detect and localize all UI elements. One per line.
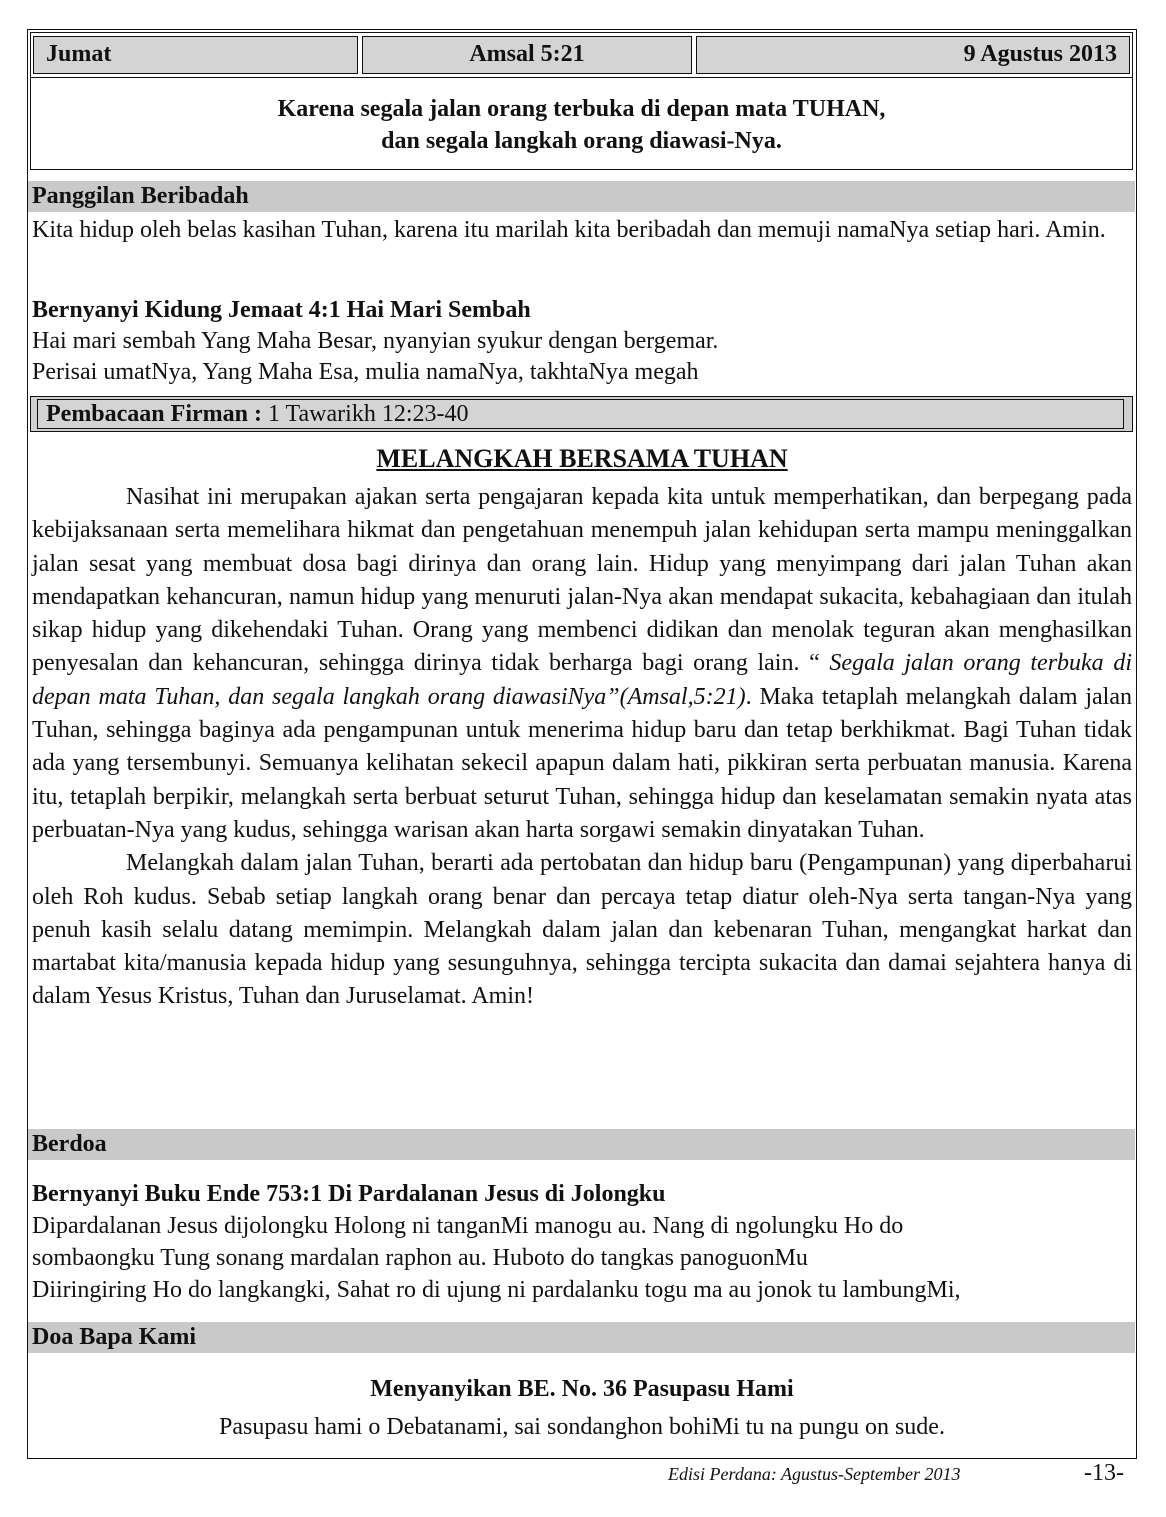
header-row bbox=[31, 33, 1132, 77]
sermon-paragraph-2: Melangkah dalam jalan Tuhan, berarti ada pertobatan dan hidup baru (Pengampunan) yang diperbaharui oleh Roh kudus. Sebab setiap langkah orang benar dan percaya tetap diatur oleh-Nya serta tangan-Nya yang penuh kasih selalu datang memimpin. Melangkah dalam jalan dan kebenaran Tuhan, mengangkat harkat dan martabat kita/manusia kepada hidup yang sesunguhnya, sehingga tercipta sukacita dan damai sejahtera hanya di dalam Yesus Kristus, Tuhan dan Juruselamat. Amin! bbox=[32, 850, 1132, 1010]
header-box bbox=[30, 32, 1133, 170]
sermon-paragraph-1 bbox=[32, 481, 1132, 847]
call-to-worship-text: Kita hidup oleh belas kasihan Tuhan, karena itu marilah kita beribadah dan memuji namaNya setiap hari. Amin. bbox=[32, 217, 1106, 243]
hymn1-title: Bernyanyi Kidung Jemaat 4:1 Hai Mari Sembah bbox=[32, 297, 531, 323]
reading-bar bbox=[37, 399, 1124, 429]
sermon-p1-b: . Maka tetaplah melangkah dalam jalan Tuhan, sehingga baginya ada pengampunan untuk menerima hidup baru dan tetap berkhikmat. Bagi Tuhan tidak ada yang tersembunyi. Semuanya kelihatan sekecil apapun dalam hati, pikkiran serta perbuatan manusia. Karena itu, tetaplah berpikir, melangkah serta berbuat seturut Tuhan, sehingga hidup dan keselamatan semakin nyata atas perbuatan-Nya yang kudus, sehingga warisan akan harta sorgawi semakin dinyatakan Tuhan. bbox=[32, 683, 1132, 843]
header-reference: Amsal 5:21 bbox=[362, 36, 692, 74]
section-bar-call-to-worship: Panggilan Beribadah bbox=[28, 181, 1135, 212]
reading-box bbox=[30, 396, 1133, 432]
reading-label: Pembacaan Firman : bbox=[46, 401, 262, 427]
reading-passage: 1 Tawarikh 12:23-40 bbox=[261, 401, 469, 427]
key-verse bbox=[31, 93, 1132, 157]
hymn1-line-2: Perisai umatNya, Yang Maha Esa, mulia namaNya, takhtaNya megah bbox=[32, 359, 699, 385]
section-bar-prayer: Berdoa bbox=[28, 1129, 1135, 1160]
page-frame bbox=[27, 29, 1137, 1459]
section-bar-lords-prayer: Doa Bapa Kami bbox=[28, 1322, 1135, 1353]
sermon-p1-quote: Segala jalan orang terbuka di depan mata Tuhan, dan segala langkah orang diawasiNya”(Amsal,5:21) bbox=[32, 650, 1132, 710]
hymn2-title: Bernyanyi Buku Ende 753:1 Di Pardalanan Jesus di Jolongku bbox=[32, 1181, 666, 1207]
key-verse-line-1: Karena segala jalan orang terbuka di depan mata TUHAN, bbox=[277, 96, 886, 122]
hymn2-line-2: sombaongku Tung sonang mardalan raphon au. Huboto do tangkas panoguonMu bbox=[32, 1245, 808, 1271]
header-divider bbox=[31, 77, 1132, 78]
hymn2-line-1: Dipardalanan Jesus dijolongku Holong ni tanganMi manogu au. Nang di ngolungku Ho do bbox=[32, 1213, 904, 1239]
hymn1-line-1: Hai mari sembah Yang Maha Besar, nyanyian syukur dengan bergemar. bbox=[32, 328, 719, 354]
key-verse-line-2: dan segala langkah orang diawasi-Nya. bbox=[381, 128, 782, 154]
hymn2-line-3: Diiringiring Ho do langkangki, Sahat ro di ujung ni pardalanku togu ma au jonok tu lambungMi, bbox=[32, 1277, 961, 1303]
sermon-heading-text: MELANGKAH BERSAMA TUHAN bbox=[376, 444, 788, 473]
page-number: -13- bbox=[1084, 1460, 1124, 1486]
header-day: Jumat bbox=[33, 36, 358, 74]
sermon-p1-a: Nasihat ini merupakan ajakan serta pengajaran kepada kita untuk memperhatikan, dan berpegang pada kebijaksanaan serta memelihara hikmat dan pengetahuan menempuh jalan kehidupan serta mampu meninggalkan jalan sesat yang membuat dosa bagi dirinya dan orang lain. Hidup yang menyimpang dari jalan Tuhan akan mendapatkan kehancuran, namun hidup yang menuruti jalan-Nya akan mendapat sukacita, kebahagiaan dan itulah sikap hidup yang dikehendaki Tuhan. Orang yang membenci didikan dan menolak teguran akan menghasilkan penyesalan dan kehancuran, sehingga dirinya tidak berharga bagi orang lain. “ bbox=[32, 484, 1132, 677]
footer-edition: Edisi Perdana: Agustus-September 2013 bbox=[668, 1464, 961, 1484]
sermon-body bbox=[32, 481, 1132, 1014]
header-date: 9 Agustus 2013 bbox=[696, 36, 1130, 74]
closing-hymn-title: Menyanyikan BE. No. 36 Pasupasu Hami bbox=[370, 1376, 794, 1402]
closing-hymn-line: Pasupasu hami o Debatanami, sai sondanghon bohiMi tu na pungu on sude. bbox=[219, 1414, 945, 1440]
sermon-heading bbox=[28, 442, 1136, 476]
